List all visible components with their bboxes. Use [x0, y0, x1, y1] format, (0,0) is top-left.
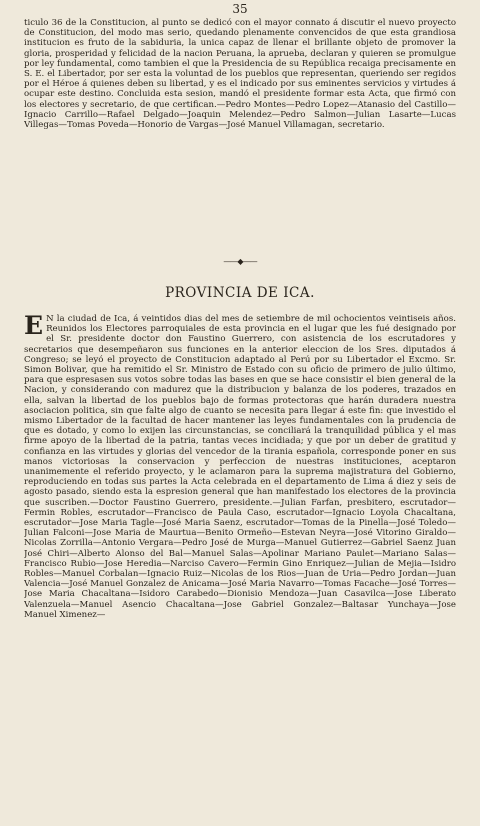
- ica-act-body: N la ciudad de Ica, á veintidos dias del mes de setiembre de mil ochocientos veintiseis años. Reunidos los Electores parroquiales de esta provincia en el lugar que les fué designado por el Sr. presidente doctor don Faustino Guerrero, con asistencia de los escrutadores y secretarios que desempeñaron sus funciones en la anterior eleccion de los Sres. diputados á Congreso; se leyó el proyecto de Constitucion adaptado al Perú por su Libertador el Excmo. Sr. Simon Bolivar, que ha remitido el Sr. Ministro de Estado con su oficio de primero de julio último, para que espresasen sus votos sobre todas las bases en que se hace consistir el bien general de la Nacion, y considerando con madurez que la distribucion y balanza de los poderes, trazados en ella, salvan la libertad de los pueblos bajo de formas protectoras que harán duradera nuestra asociacion politica, sin que falte algo de cuanto se necesita para llegar á este fin: que investido el mismo Libertador de la facultad de hacer mantener las leyes fundamentales con la prudencia de que es dotado, y como lo exijen las circunstancias, se conciliará la tranquilidad pública y el mas firme apoyo de la libertad de la patria, tantas veces incidiada; y que por un deber de gratitud y confianza en las virtudes y glorias del vencedor de la tirania española, corresponde poner en sus manos victoriosas la conservacion y perfeccion de nuestras instituciones, aceptaron unanimemente el referido proyecto, y le aclamaron para la suprema majistratura del Gobierno, reproduciendo en todas sus partes la Acta celebrada en el departamento de Lima á diez y seis de agosto pasado, siendo esta la espresion general que han manifestado los electores de la provincia que suscriben.—Doctor Faustino Guerrero, presidente.—Julian Farfan, presbitero, escrutador—Fermin Robles, escrutador—Francisco de Paula Caso, escrutador—Ignacio Loyola Chacaltana, escrutador—Jose Maria Tagle—José Maria Saenz, escrutador—Tomas de la Pinella—José Toledo—Julian Falconi—Jose Maria de Maurtua—Benito Ormeño—Estevan Neyra—José Vitorino Giraldo—Nicolas Zorrilla—Antonio Vergara—Pedro José de Murga—Manuel Gutierrez—Gabriel Saenz Juan José Chiri—Alberto Alonso del Bal—Manuel Salas—Apolinar Mariano Paulet—Mariano Salas—Francisco Rubio—Jose Heredia—Narciso Cavero—Fermin Gino Enriquez—Julian de Mejia—Isidro Robles—Manuel Corbalan—Ignacio Ruiz—Nicolas de los Rios—Juan de Uria—Pedro Jordan—Juan Valencia—José Manuel Gonzalez de Anicama—José Maria Navarro—Tomas Facache—José Torres—Jose Maria Chacaltana—Isidoro Carabedo—Dionisio Mendoza—Juan Casavilca—Jose Liberato Valenzuela—Manuel Asencio Chacaltana—Jose Gabriel Gonzalez—Baltasar Yunchaya—Jose Manuel Ximenez—: [24, 314, 456, 620]
- ornament-divider: ——◆——: [223, 257, 257, 266]
- section-title: PROVINCIA DE ICA.: [165, 285, 315, 301]
- ica-act-text: [24, 314, 456, 620]
- continuation-paragraph: [24, 18, 456, 232]
- page-number: 35: [232, 2, 248, 16]
- ica-act-paragraph: [24, 314, 456, 824]
- continuation-text: ticulo 36 de la Constitucion, al punto se dedicó con el mayor connato á discutir el nuevo proyecto de Constitucion, del modo mas serio, quedando plenamente convencidos de que esta grandiosa institucion es fruto de la sabiduria, la unica capaz de llenar el brillante objeto de promover la gloria, prosperidad y felicidad de la nacion Peruana, la aprueba, declaran y quieren se promulgue por ley fundamental, como tambien el que la Presidencia de su República recaiga precisamente en S. E. el Libertador, por ser esta la voluntad de los pueblos que representan, queriendo ser regidos por el Héroe á quienes deben su libertad, y es el indicado por sus eminentes servicios y virtudes á ocupar este destino. Concluida esta sesion, mandó el presidente formar esta Acta, que firmó con los electores y secretario, de que certifican.—Pedro Montes—Pedro Lopez—Atanasio del Castillo—Ignacio Carrillo—Rafael Delgado—Joaquin Melendez—Pedro Salmon—Julian Lasarte—Lucas Villegas—Tomas Poveda—Honorio de Vargas—José Manuel Villamagan, secretario.: [24, 18, 456, 131]
- drop-cap: E: [24, 314, 44, 340]
